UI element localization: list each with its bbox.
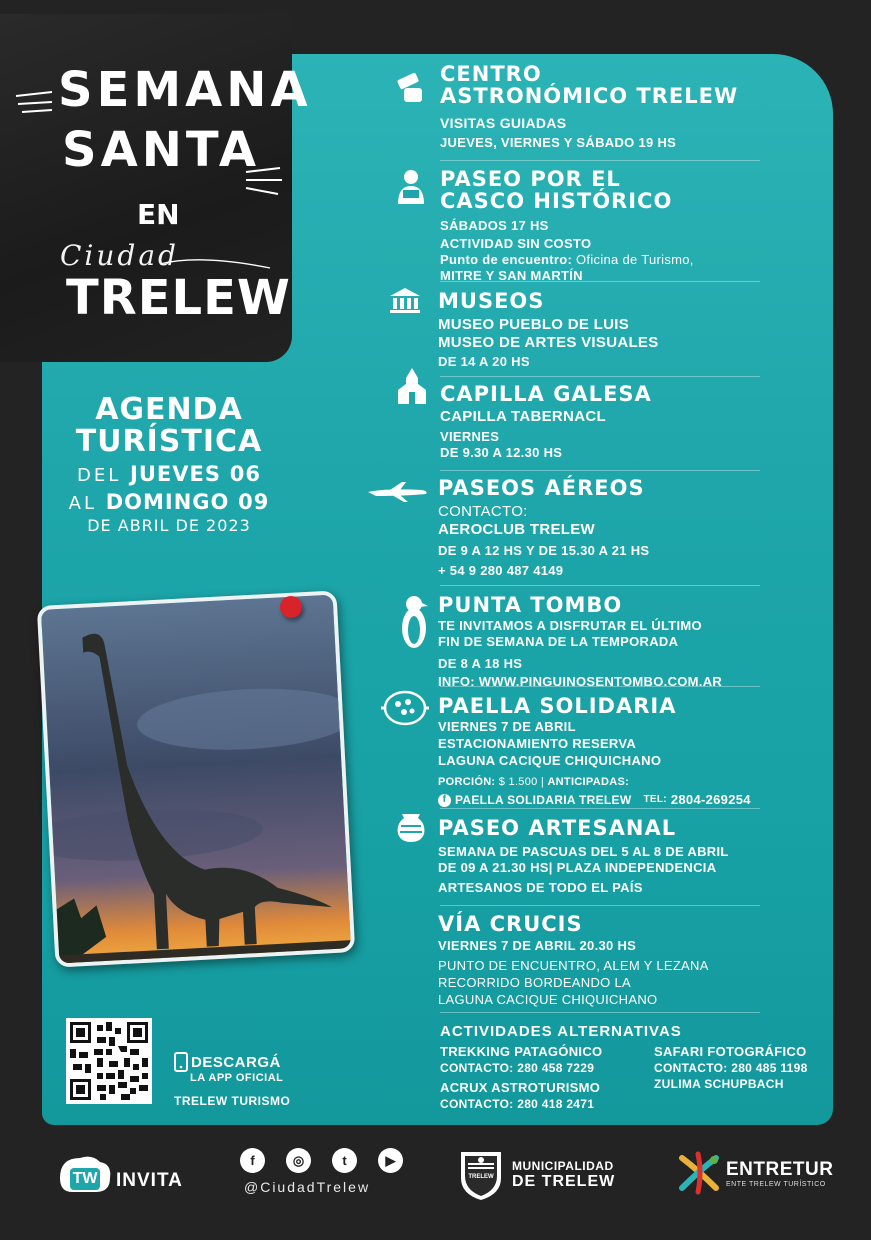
decor-lines-icon xyxy=(14,90,54,118)
divider xyxy=(440,808,760,809)
municipal-shield-icon: TRELEW xyxy=(458,1148,504,1202)
section-actividades-alternativas: ACTIVIDADES ALTERNATIVAS xyxy=(440,1023,682,1040)
title-en: EN xyxy=(137,198,180,231)
section-paella: PAELLA SOLIDARIA VIERNES 7 DE ABRIL ESTACIONAMIENTO RESERVA LAGUNA CACIQUE CHIQUICHANO PORCIÓN: $ 1.500 | ANTICIPADAS: f PAELLA SOLIDARIA TRELEW TEL: 2804-269254 xyxy=(438,694,751,807)
divider xyxy=(440,1012,760,1013)
alt-acrux: ACRUX ASTROTURISMO CONTACTO: 280 418 2471 xyxy=(440,1080,601,1111)
tw-logo-icon: TW xyxy=(58,1152,112,1196)
decor-lines-icon xyxy=(244,164,284,198)
phone-icon xyxy=(174,1052,188,1072)
divider xyxy=(440,376,760,377)
tw-invita-logo xyxy=(58,1152,183,1196)
title-ciudad: Ciudad xyxy=(60,239,179,272)
agenda-title-1: AGENDA xyxy=(95,392,243,427)
twitter-icon[interactable]: t xyxy=(332,1148,357,1173)
section-punta-tombo: PUNTA TOMBO TE INVITAMOS A DISFRUTAR EL ÚLTIMO FIN DE SEMANA DE LA TEMPORADA DE 8 A 18 HS INFO: WWW.PINGUINOSENTOMBO.COM.AR xyxy=(438,593,723,689)
divider xyxy=(440,585,760,586)
agenda-to: AL DOMINGO 09 xyxy=(68,490,270,514)
divider xyxy=(440,160,760,161)
qr-code[interactable] xyxy=(66,1018,152,1104)
paella-icon xyxy=(380,688,430,728)
download-label: DESCARGÁ xyxy=(191,1053,281,1071)
agenda-block xyxy=(42,394,296,535)
pushpin-icon xyxy=(280,596,302,618)
agenda-date: DE ABRIL DE 2023 xyxy=(87,516,251,535)
section-capilla: CAPILLA GALESA CAPILLA TABERNACL VIERNES DE 9.30 A 12.30 HS xyxy=(440,382,652,460)
museum-icon xyxy=(388,286,422,314)
entretur-label: ENTRETUR xyxy=(726,1158,834,1180)
download-app-name: TRELEW TURISMO xyxy=(174,1094,291,1108)
dinosaur-photo xyxy=(37,590,356,967)
section-casco-historico: PASEO POR EL CASCO HISTÓRICO SÁBADOS 17 HS ACTIVIDAD SIN COSTO Punto de encuentro: Oficina de Turismo, MITRE Y SAN MARTÍN xyxy=(440,167,694,283)
invita-label: INVITA xyxy=(116,1170,183,1191)
agenda-from: DEL JUEVES 06 xyxy=(77,462,261,486)
section-astronomico: CENTRO ASTRONÓMICO TRELEW VISITAS GUIADAS JUEVES, VIERNES Y SÁBADO 19 HS xyxy=(440,62,739,150)
municipalidad-label: MUNICIPALIDAD xyxy=(512,1159,614,1173)
entretur-subtitle: ENTE TRELEW TURÍSTICO xyxy=(726,1180,826,1188)
section-paseo-artesanal: PASEO ARTESANAL SEMANA DE PASCUAS DEL 5 AL 8 DE ABRIL DE 09 A 21.30 HS| PLAZA INDEPENDENCIA ARTESANOS DE TODO EL PAÍS xyxy=(438,816,729,895)
facebook-icon: f xyxy=(438,794,451,807)
section-museos: MUSEOS MUSEO PUEBLO DE LUIS MUSEO DE ARTES VISUALES DE 14 A 20 HS xyxy=(438,289,659,369)
chapel-icon xyxy=(396,368,428,406)
divider xyxy=(440,470,760,471)
facebook-icon[interactable]: f xyxy=(240,1148,265,1173)
section-paseos-aereos: PASEOS AÉREOS CONTACTO: AEROCLUB TRELEW DE 9 A 12 HS Y DE 15.30 A 21 HS + 54 9 280 487 4149 xyxy=(438,476,650,578)
entretur-icon xyxy=(676,1150,722,1196)
airplane-icon xyxy=(366,480,430,504)
title-santa: SANTA xyxy=(62,122,261,178)
alt-safari: SAFARI FOTOGRÁFICO CONTACTO: 280 485 1198 ZULIMA SCHUPBACH xyxy=(654,1044,808,1091)
social-handle: @CiudadTrelew xyxy=(244,1179,371,1195)
guide-icon xyxy=(394,168,428,206)
social-links xyxy=(240,1148,403,1173)
alt-trekking: TREKKING PATAGÓNICO CONTACTO: 280 458 7229 xyxy=(440,1044,603,1075)
instagram-icon[interactable]: ◎ xyxy=(286,1148,311,1173)
penguin-icon xyxy=(398,594,430,652)
de-trelew-label: DE TRELEW xyxy=(512,1173,616,1190)
title-semana: SEMANA xyxy=(58,62,312,118)
title-block xyxy=(0,14,312,362)
section-via-crucis: VÍA CRUCIS VIERNES 7 DE ABRIL 20.30 HS PUNTO DE ENCUENTRO, ALEM Y LEZANA RECORRIDO BORDEANDO LA LAGUNA CACIQUE CHIQUICHANO xyxy=(438,912,709,1007)
divider xyxy=(440,686,760,687)
divider xyxy=(440,905,760,906)
agenda-title-2: TURÍSTICA xyxy=(75,424,263,459)
title-trelew: TRELEW xyxy=(66,270,291,326)
municipalidad-logo xyxy=(458,1148,615,1202)
download-app-block[interactable] xyxy=(174,1052,290,1108)
entretur-logo xyxy=(676,1150,833,1196)
telescope-icon xyxy=(394,68,430,104)
pottery-icon xyxy=(394,810,428,844)
divider xyxy=(440,281,760,282)
download-app-label: LA APP OFICIAL xyxy=(190,1072,284,1084)
youtube-icon[interactable]: ▶ xyxy=(378,1148,403,1173)
